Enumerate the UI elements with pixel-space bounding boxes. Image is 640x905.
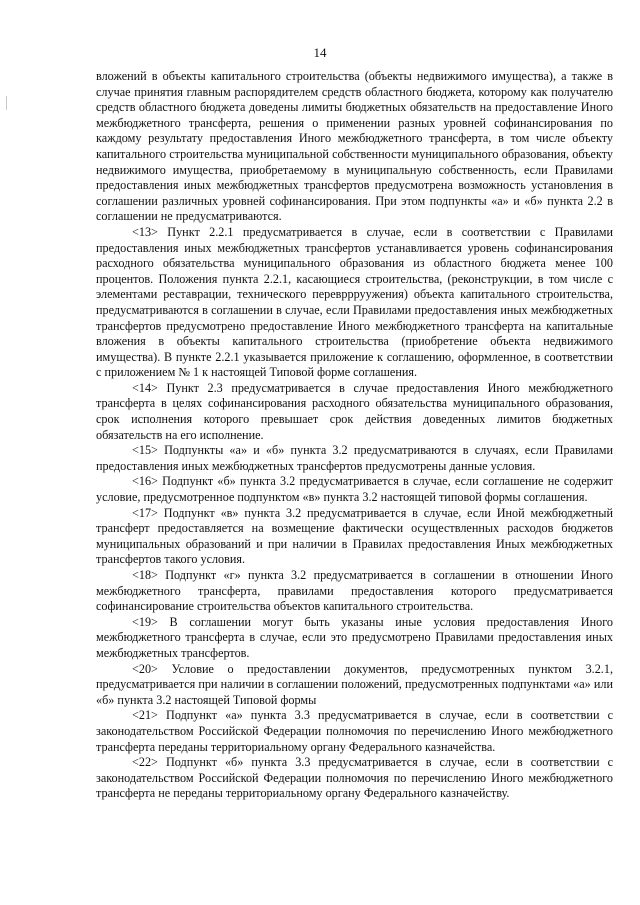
footnote-18: <18> Подпункт «г» пункта 3.2 предусматривается в соглашении в отношении Иного межбюджетного трансферта, правилами предоставления которого предусматривается софинансирование строительства объектов капитального строительства. xyxy=(96,568,613,614)
footnote-13: <13> Пункт 2.2.1 предусматривается в случае, если в соответствии с Правилами предоставления иных межбюджетных трансфертов устанавливается уровень софинансирования расходного обязательства муниципального образования из областного бюджета менее 100 процентов. Положения пункта 2.2.1, касающиеся строительства, (реконструкции, в том числе с элементами реставрации, технического перевррруужения) объекта капитального строительства, предусматриваются в соглашении в случае, если Правилами предоставления иных межбюджетных трансфертов предусмотрено предоставление Иного межбюджетного трансферта на капитальные вложения в объекты капитального строительства (приобретение объекта недвижимого имущества). В пункте 2.2.1 указывается приложение к соглашению, оформленное, в соответствии с приложением № 1 к настоящей Типовой форме соглашения. xyxy=(96,224,613,380)
footnote-17: <17> Подпункт «в» пункта 3.2 предусматривается в случае, если Иной межбюджетный трансферт предоставляется на возмещение фактически осуществленных расходов бюджетов муниципальных образований и при наличии в Правилах предоставления Иных межбюджетных трансфертов такого условия. xyxy=(96,505,613,567)
paragraph-continuation: вложений в объекты капитального строительства (объекты недвижимого имущества), а также в случае принятия главным распорядителем средств областного бюджета, которому как получателю средств областного бюджета доведены лимиты бюджетных обязательств на предоставление Иного межбюджетного трансферта, решения о применении разных уровней софинансирования по каждому результату предоставления Иного межбюджетного трансферта, в том числе объекту капитального строительства муниципальной собственности муниципального образования, объекту недвижимого имущества, приобретаемому в муниципальную собственность, если Правилами предоставления иных межбюджетных трансфертов предусмотрена возможность установления в соглашении различных уровней софинансирования. При этом подпункты «а» и «б» пункта 2.2 в соглашении не предусматриваются. xyxy=(96,69,613,224)
footnote-22: <22> Подпункт «б» пункта 3.3 предусматривается в случае, если в соответствии с законодательством Российской Федерации полномочия по перечислению Иного межбюджетного трансферта не переданы территориальному органу Федерального казначейству. xyxy=(96,755,613,801)
footnote-19: <19> В соглашении могут быть указаны иные условия предоставления Иного межбюджетного трансферта в случае, если это предусмотрено Правилами предоставления иных межбюджетных трансфертов. xyxy=(96,614,613,660)
footnote-20: <20> Условие о предоставлении документов, предусмотренных пунктом 3.2.1, предусматривается при наличии в соглашении положений, предусмотренных подпунктами «а» или «б» пункта 3.2 настоящей Типовой формы xyxy=(96,661,613,707)
page-number: 14 xyxy=(313,45,327,60)
footnote-21: <21> Подпункт «а» пункта 3.3 предусматривается в случае, если в соответствии с законодательством Российской Федерации полномочия по перечислению Иного межбюджетного трансферта переданы территориальному органу Федерального казначейства. xyxy=(96,708,613,754)
footnote-16: <16> Подпункт «б» пункта 3.2 предусматривается в случае, если соглашение не содержит условие, предусмотренное подпунктом «в» пункта 3.2 настоящей типовой формы соглашения. xyxy=(96,474,613,505)
footnote-15: <15> Подпункты «а» и «б» пункта 3.2 предусматриваются в случаях, если Правилами предоставления иных межбюджетных трансфертов предусмотрены данные условия. xyxy=(96,443,613,473)
document-body xyxy=(96,69,613,802)
scan-artifact-mark xyxy=(6,96,7,110)
footnote-14: <14> Пункт 2.3 предусматривается в случае предоставления Иного межбюджетного трансферта в целях софинансирования расходного обязательства муниципального образования, срок исполнения которого превышает срок действия доведенных лимитов бюджетных обязательств на его исполнение. xyxy=(96,380,613,442)
